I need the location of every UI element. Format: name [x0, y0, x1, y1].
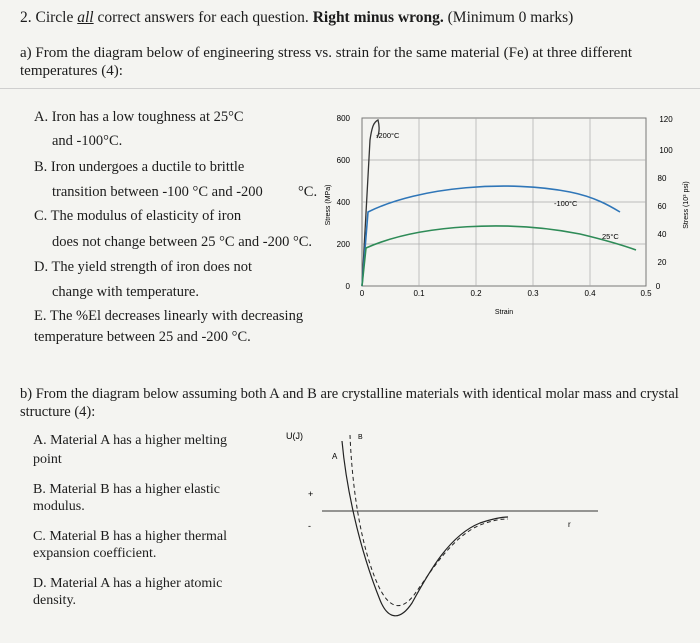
y-tick-800: 800 [336, 114, 350, 123]
y2-tick-0: 0 [655, 282, 661, 291]
option-e-line1[interactable]: E. The %El decreases linearly with decreasing [34, 308, 304, 324]
curve-25 [362, 226, 636, 286]
x-tick-0.1: 0.1 [413, 289, 425, 298]
x-tick-0.4: 0.4 [584, 289, 596, 298]
option-b-a-line2[interactable]: point [33, 452, 62, 467]
option-b-b-line1[interactable]: B. Material B has a higher elastic [33, 482, 220, 497]
option-b-a-line1[interactable]: A. Material A has a higher melting [33, 433, 228, 448]
curve-label-minus-100: -100°C [554, 199, 578, 208]
option-d-line2[interactable]: change with temperature. [52, 284, 199, 300]
option-e-line2[interactable]: temperature between 25 and -200 °C. [34, 329, 251, 345]
chart-grid [362, 118, 646, 286]
part-b-prompt: b) From the diagram below assuming both A and B are crystalline materials with identical molar mass and crystal structure (4): [20, 386, 679, 420]
y-tick-400: 400 [336, 198, 350, 207]
x-tick-0.3: 0.3 [527, 289, 539, 298]
x-tick-0: 0 [359, 289, 365, 298]
x-axis-label: Strain [494, 309, 514, 316]
energy-x-label: r [568, 520, 571, 529]
curve-material-b [350, 435, 508, 606]
label-material-b: B [358, 434, 363, 441]
y-tick-200: 200 [336, 240, 350, 249]
option-a-line2[interactable]: and -100°C. [52, 133, 123, 149]
y2-tick-80: 80 [657, 174, 667, 183]
curve-label-minus-200: -200°C [376, 131, 400, 140]
option-b-line2[interactable]: transition between -100 °C and -200 [52, 184, 263, 200]
energy-curve-chart [280, 425, 600, 640]
y-tick-0: 0 [345, 282, 350, 291]
option-b-b-line2[interactable]: modulus. [33, 499, 85, 514]
curve-material-a [342, 441, 508, 616]
question-number: 2. [20, 9, 32, 26]
title-circle-word: Circle [35, 9, 74, 26]
option-b-d-line1[interactable]: D. Material A has a higher atomic [33, 576, 223, 591]
option-b-d-line2[interactable]: density. [33, 593, 77, 608]
x-tick-0.5: 0.5 [640, 289, 652, 298]
y-axis-label-left: Stress (MPa) [325, 184, 332, 226]
option-c-line2[interactable]: does not change between 25 °C and -200 °C. [52, 234, 313, 250]
option-a-line1[interactable]: A. Iron has a low toughness at 25°C [34, 109, 244, 125]
option-b-c-line2[interactable]: expansion coefficient. [33, 546, 157, 561]
divider [0, 88, 700, 89]
y2-tick-40: 40 [657, 230, 667, 239]
part-a-prompt: a) From the diagram below of engineering stress vs. strain for the same material (Fe) at three different temperatures (4): [20, 45, 633, 79]
title-instructions: correct answers for each question. [97, 9, 309, 26]
y-tick-600: 600 [336, 156, 350, 165]
y-axis-label-right: Stress (10³ psi) [683, 181, 690, 229]
title-minimum: (Minimum 0 marks) [447, 9, 574, 26]
energy-minus-sign: - [308, 521, 311, 531]
y2-tick-60: 60 [657, 202, 667, 211]
option-b-line1[interactable]: B. Iron undergoes a ductile to brittle [34, 159, 245, 175]
option-b-line3[interactable]: °C. [298, 184, 318, 200]
energy-plus-sign: + [308, 489, 314, 499]
energy-y-label: U(J) [286, 431, 303, 441]
y2-tick-20: 20 [657, 258, 667, 267]
question-title [20, 9, 573, 27]
option-c-line1[interactable]: C. The modulus of elasticity of iron [34, 208, 242, 224]
label-material-a: A [332, 452, 338, 461]
y2-tick-120: 120 [659, 115, 673, 124]
curve-label-25: 25°C [602, 232, 619, 241]
stress-strain-chart [310, 100, 700, 330]
title-all-word: all [77, 9, 94, 26]
option-b-c-line1[interactable]: C. Material B has a higher thermal [33, 529, 227, 544]
y2-tick-100: 100 [659, 146, 673, 155]
title-scoring-rule: Right minus wrong. [312, 9, 444, 26]
x-tick-0.2: 0.2 [470, 289, 482, 298]
option-d-line1[interactable]: D. The yield strength of iron does not [34, 259, 253, 275]
